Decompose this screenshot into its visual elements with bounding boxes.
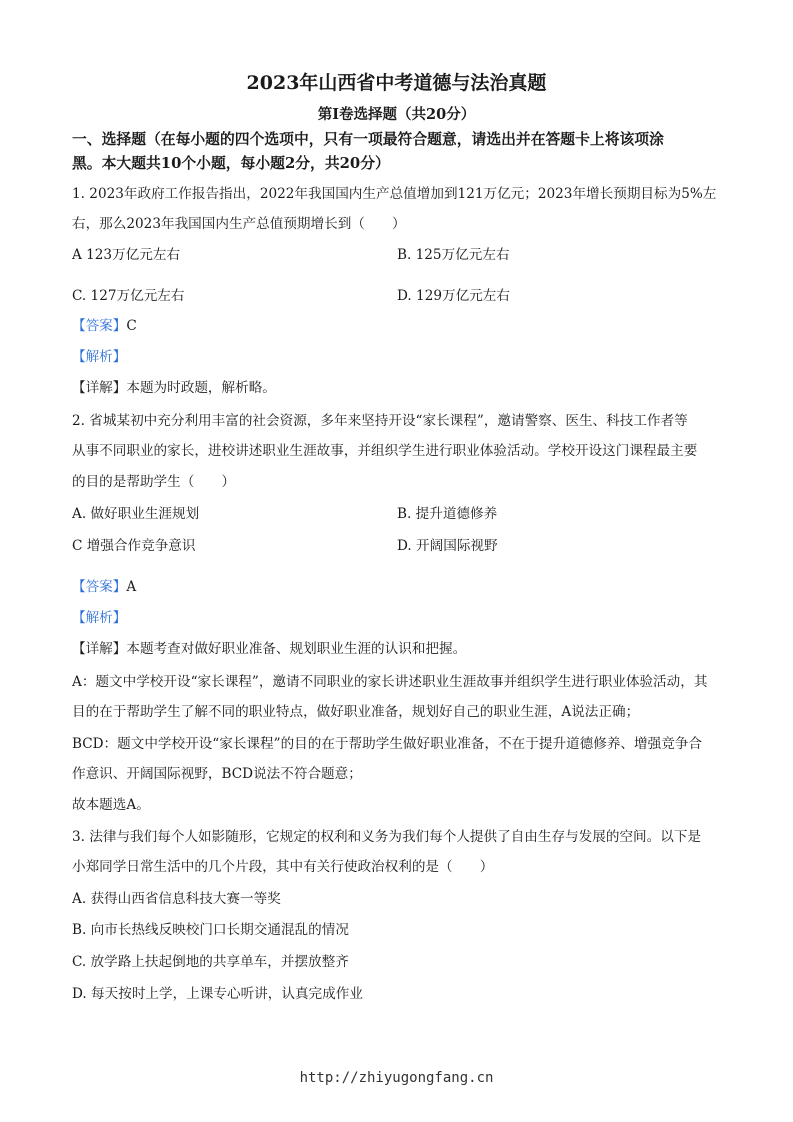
q2-option-b: B. 提升道德修养 (397, 506, 498, 522)
q2-stem-line-3: 的目的是帮助学生（ ） (72, 474, 236, 490)
q3-option-d: D. 每天按时上学，上课专心听讲，认真完成作业 (72, 986, 363, 1002)
q1-option-a: A 123万亿元左右 (72, 247, 181, 263)
q3-option-b: B. 向市长热线反映校门口长期交通混乱的情况 (72, 922, 349, 938)
q2-explanation-bcd-line-2: 作意识、开阔国际视野，BCD说法不符合题意； (72, 766, 362, 782)
q2-option-d: D. 开阔国际视野 (397, 538, 498, 554)
section-heading-line-2: 黑。本大题共10个小题，每小题2分，共20分） (72, 155, 390, 172)
q2-answer-value: A (126, 579, 137, 595)
page-title: 2023年山西省中考道德与法治真题 (246, 72, 547, 94)
q2-option-c: C 增强合作竞争意识 (72, 538, 196, 554)
section-heading-line-1: 一、选择题（在每小题的四个选项中，只有一项最符合题意，请选出并在答题卡上将该项涂 (72, 131, 664, 148)
q2-analysis-tag: 【解析】 (72, 610, 127, 626)
q3-stem-line-2: 小郑同学日常生活中的几个片段，其中有关行使政治权利的是（ ） (72, 859, 494, 875)
q1-option-d: D. 129万亿元左右 (397, 288, 510, 304)
q2-stem-line-2: 从事不同职业的家长，进校讲述职业生涯故事，并组织学生进行职业体验活动。学校开设这门课程最主要 (72, 443, 698, 459)
q2-stem-line-1: 2. 省城某初中充分利用丰富的社会资源，多年来坚持开设“家长课程”，邀请警察、医生、科技工作者等 (72, 413, 688, 429)
q1-stem-line-1: 1. 2023年政府工作报告指出，2022年我国国内生产总值增加到121万亿元；2023年增长预期目标为5%左 (72, 186, 717, 202)
q3-stem-line-1: 3. 法律与我们每个人如影随形，它规定的权利和义务为我们每个人提供了自由生存与发展的空间。以下是 (72, 829, 702, 845)
q1-stem-line-2: 右，那么2023年我国国内生产总值预期增长到（ ） (72, 216, 406, 232)
part-heading: 第Ⅰ卷选择题（共20分） (317, 106, 476, 123)
q1-answer-tag: 【答案】 (72, 318, 127, 334)
q1-answer-value: C (126, 318, 137, 334)
q1-option-b: B. 125万亿元左右 (397, 247, 510, 263)
q2-explanation-a-line-1: A：题文中学校开设“家长课程”，邀请不同职业的家长讲述职业生涯故事并组织学生进行职业体验活动，其 (72, 674, 708, 690)
q2-conclusion: 故本题选A。 (72, 797, 150, 813)
q2-option-a: A. 做好职业生涯规划 (72, 506, 200, 522)
q1-answer (72, 316, 137, 336)
q2-explanation-bcd-line-1: BCD：题文中学校开设“家长课程”的目的在于帮助学生做好职业准备，不在于提升道德修养、增强竞争合 (72, 736, 702, 752)
footer-url[interactable]: http://zhiyugongfang.cn (299, 1070, 494, 1086)
q2-explanation-a-line-2: 目的在于帮助学生了解不同的职业特点，做好职业准备，规划好自己的职业生涯，A说法正确； (72, 704, 640, 720)
q2-answer (72, 577, 136, 597)
q2-detail: 【详解】本题考查对做好职业准备、规划职业生涯的认识和把握。 (72, 641, 467, 657)
q1-option-c: C. 127万亿元左右 (72, 288, 185, 304)
q3-option-a: A. 获得山西省信息科技大赛一等奖 (72, 891, 281, 907)
q2-answer-tag: 【答案】 (72, 579, 127, 595)
q1-detail: 【详解】本题为时政题，解析略。 (72, 380, 276, 396)
q1-analysis-tag: 【解析】 (72, 349, 127, 365)
q3-option-c: C. 放学路上扶起倒地的共享单车，并摆放整齐 (72, 954, 349, 970)
